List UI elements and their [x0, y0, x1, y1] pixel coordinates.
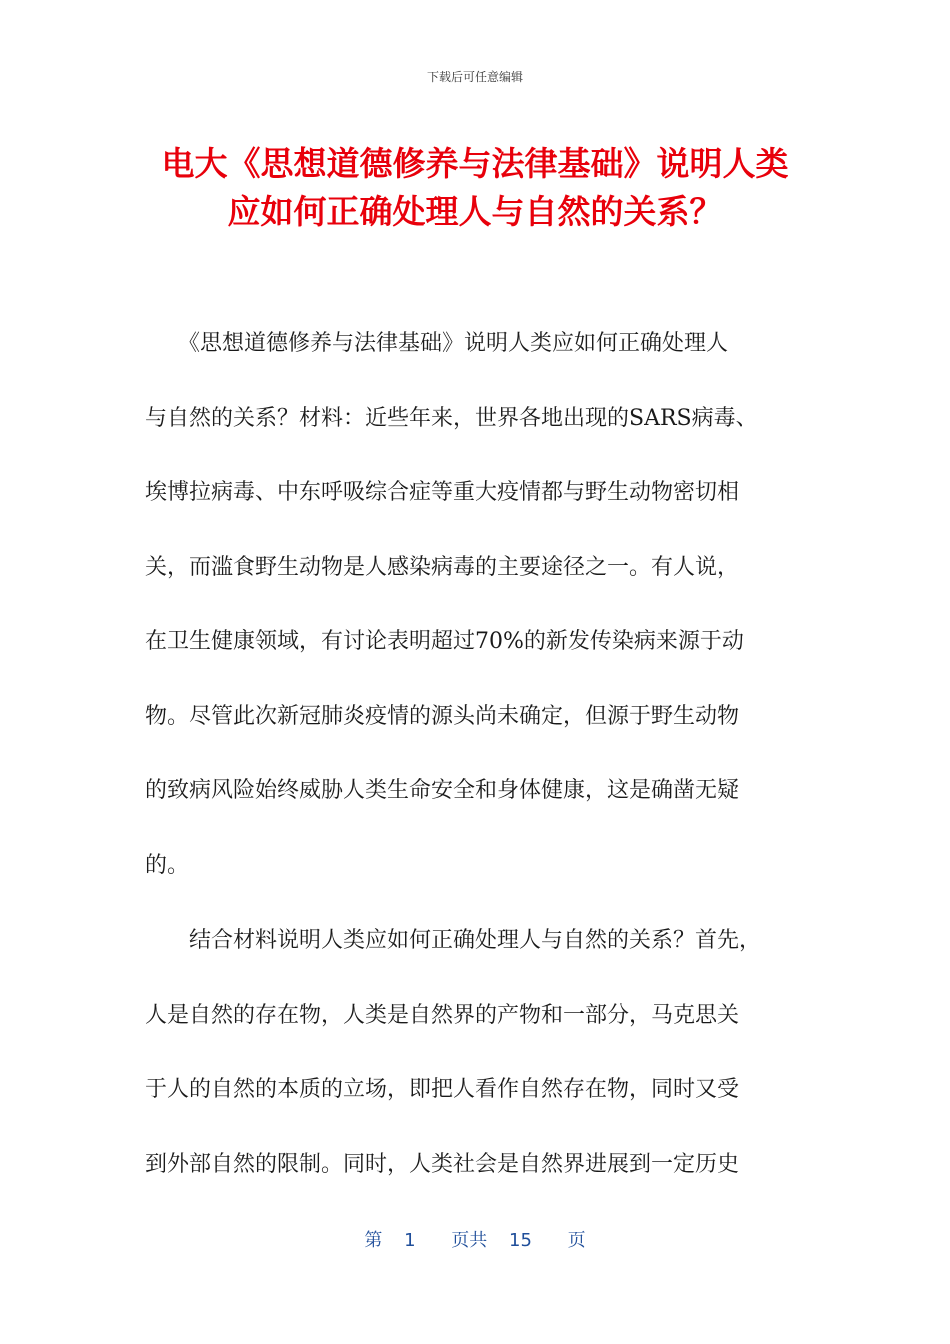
- paragraph-line: 与自然的关系？材料：近些年来，世界各地出现的SARS病毒、: [145, 405, 758, 431]
- paragraph-line: 于人的自然的本质的立场，即把人看作自然存在物，同时又受: [145, 1077, 740, 1102]
- document-title: [120, 140, 830, 236]
- paragraph-line: 在卫生健康领域，有讨论表明超过70%的新发传染病来源于动: [145, 629, 744, 654]
- paragraph-line: 埃博拉病毒、中东呼吸综合症等重大疫情都与野生动物密切相: [145, 480, 740, 505]
- page-footer: [0, 1226, 950, 1252]
- paragraph-line: 到外部自然的限制。同时，人类社会是自然界进展到一定历史: [145, 1151, 740, 1177]
- paragraph-line: 的。: [145, 852, 190, 878]
- paragraph-line: 物。尽管此次新冠肺炎疫情的源头尚未确定，但源于野生动物: [145, 703, 740, 729]
- paragraph-line: 的致病风险始终威胁人类生命安全和身体健康，这是确凿无疑: [145, 778, 740, 803]
- footer-middle: 页共: [451, 1230, 488, 1251]
- footer-page-number: 1: [404, 1230, 416, 1251]
- paragraph-2: [145, 904, 800, 1202]
- title-line-2: 应如何正确处理人与自然的关系？: [227, 192, 723, 231]
- title-line-1: 电大《思想道德修养与法律基础》说明人类: [161, 144, 789, 183]
- footer-prefix: 第: [364, 1230, 383, 1251]
- paragraph-line: 结合材料说明人类应如何正确处理人与自然的关系？首先，: [145, 928, 762, 953]
- header-note: 下载后可任意编辑: [426, 70, 523, 84]
- footer-total-pages: 15: [509, 1230, 532, 1251]
- paragraph-line: 关，而滥食野生动物是人感染病毒的主要途径之一。有人说，: [145, 554, 740, 580]
- paragraph-line: 《思想道德修养与法律基础》说明人类应如何正确处理人: [145, 331, 729, 356]
- footer-suffix: 页: [567, 1230, 586, 1251]
- paragraph-line: 人是自然的存在物，人类是自然界的产物和一部分，马克思关: [145, 1002, 740, 1028]
- paragraph-1: [145, 307, 800, 903]
